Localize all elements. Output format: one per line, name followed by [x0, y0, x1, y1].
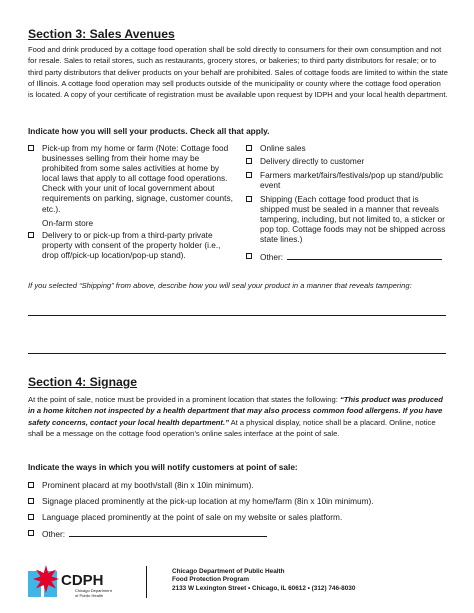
- option-label: Delivery to or pick-up from a third-party private property with consent of the property holder (i.e., drop off/pick-up location/pop-up stand).: [42, 230, 221, 261]
- footer-dept: Chicago Department of Public Health: [172, 568, 285, 575]
- checkbox[interactable]: [28, 145, 34, 151]
- signage-option-online[interactable]: [28, 512, 342, 522]
- option-label: Shipping (Each cottage food product that is shipped must be sealed in a manner that reveals tampering, including, but not limited to, a sticker or pop top. Cottage foods may not be shipped across state lines.): [260, 194, 446, 245]
- shipping-answer-line-2[interactable]: [28, 353, 446, 354]
- section-4-heading: Section 4: Signage: [28, 375, 138, 389]
- option-label: Delivery directly to customer: [260, 156, 365, 166]
- option-label: Language placed prominently at the point of sale on my website or sales platform.: [42, 512, 343, 522]
- checkbox[interactable]: [28, 482, 34, 488]
- option-shipping[interactable]: [246, 194, 446, 244]
- signage-option-pickup[interactable]: [28, 496, 374, 506]
- checkbox[interactable]: [246, 253, 252, 259]
- other-signage-input[interactable]: [69, 528, 267, 537]
- logo-wordmark: CDPH: [61, 572, 104, 589]
- option-on-farm-store: [28, 218, 233, 228]
- notice-lead: At the point of sale, notice must be provided in a prominent location that states the following:: [28, 395, 340, 404]
- option-label: Farmers market/fairs/festivals/pop up stand/public event: [260, 170, 444, 191]
- option-pickup-home[interactable]: [28, 143, 233, 214]
- logo-subtitle-2: of Public Health: [75, 593, 104, 598]
- option-delivery-direct[interactable]: [246, 156, 446, 166]
- checkbox[interactable]: [246, 158, 252, 164]
- other-sales-input[interactable]: [287, 251, 442, 260]
- signage-prompt: Indicate the ways in which you will notify customers at point of sale:: [28, 462, 298, 472]
- option-online-sales[interactable]: [246, 143, 446, 153]
- section-3-heading: Section 3: Sales Avenues: [28, 27, 175, 41]
- section-3-paragraph: Food and drink produced by a cottage food operation shall be sold directly to consumers for their own consumption and not for resale. Sales to retail stores, such as restaurants, grocery stores, or bakeries; to third party distributors for resale; or to third party distributors that deliver products on your behalf are prohibited. Sales of cottage foods are limited to within the state of Illinois. A cottage food operation may sell products outside of the municipality or county where the cottage food operation is located. A copy of your certificate of registration must be available upon request by IDPH and your local health department.: [28, 45, 448, 100]
- checkbox[interactable]: [28, 232, 34, 238]
- option-label: Pick-up from my home or farm (Note: Cottage food businesses selling from their home may be prohibited from some sales activities at home by local laws that apply to all cottage food operations. Check with your unit of local government about requirements on parking, signage, customer counts, etc.).: [42, 143, 233, 214]
- shipping-prompt: If you selected “Shipping” from above, describe how you will seal your product in a manner that reveals tampering:: [28, 281, 412, 290]
- sales-prompt: Indicate how you will sell your products. Check all that apply.: [28, 126, 270, 136]
- shipping-answer-line-1[interactable]: [28, 315, 446, 316]
- footer-program: Food Protection Program: [172, 576, 250, 584]
- signage-option-placard[interactable]: [28, 480, 254, 490]
- checkbox[interactable]: [246, 172, 252, 178]
- option-other-sales[interactable]: [246, 251, 446, 262]
- logo-subtitle-1: Chicago Department: [75, 588, 112, 593]
- option-label: Other:: [42, 529, 66, 539]
- option-farmers-market[interactable]: [246, 170, 446, 190]
- checkbox[interactable]: [246, 196, 252, 202]
- option-label: Other:: [260, 252, 284, 262]
- notice-statement: “This product was produced in a home kitchen not inspected by a health department that may also process common food allergens. If you have safety concerns, contact your local health department.”: [28, 395, 443, 427]
- signage-option-other[interactable]: [28, 528, 267, 539]
- checkbox[interactable]: [246, 145, 252, 151]
- checkbox[interactable]: [28, 514, 34, 520]
- option-label: Online sales: [260, 143, 306, 153]
- option-label: Signage placed prominently at the pick-up location at my home/farm (8in x 10in minimum).: [42, 496, 374, 506]
- cdph-logo: [28, 563, 148, 603]
- footer-address: 2133 W Lexington Street • Chicago, IL 60612 • (312) 746-8030: [172, 584, 356, 592]
- option-label: On-farm store: [42, 218, 94, 228]
- checkbox[interactable]: [28, 530, 34, 536]
- option-third-party-delivery[interactable]: [28, 230, 233, 260]
- option-label: Prominent placard at my booth/stall (8in x 10in minimum).: [42, 480, 254, 490]
- notice-tail: At a physical display, notice shall be a placard. Online, notice shall be a message on the cottage food operation’s online sales interface at the point of sale.: [28, 417, 436, 438]
- footer-contact: [172, 568, 355, 593]
- checkbox[interactable]: [28, 498, 34, 504]
- footer-divider: [146, 566, 147, 598]
- section-4-paragraph: [28, 394, 448, 439]
